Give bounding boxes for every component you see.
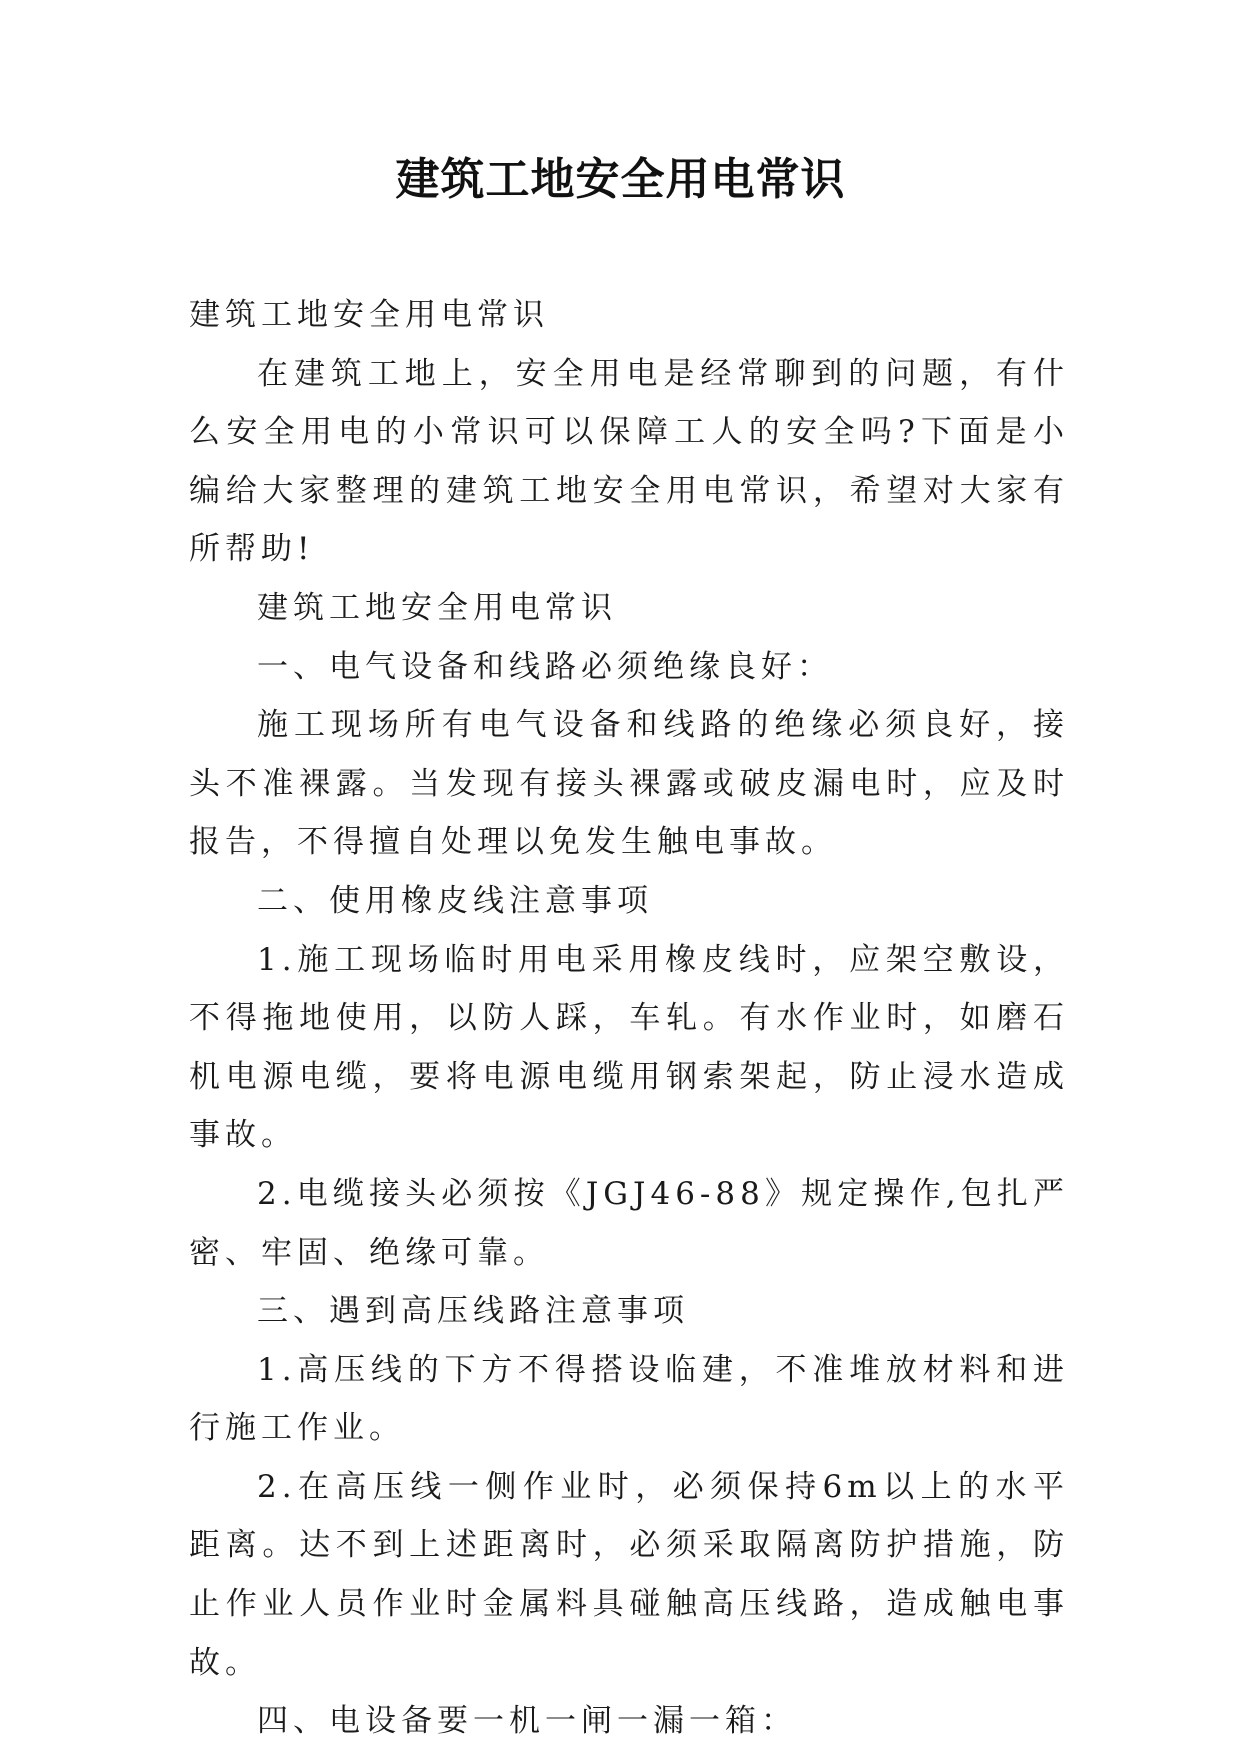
paragraph-intro: 在建筑工地上，安全用电是经常聊到的问题，有什么安全用电的小常识可以保障工人的安全吗?下面是小编给大家整理的建筑工地安全用电常识，希望对大家有所帮助!: [189, 355, 1069, 568]
section-heading-2: 二、使用橡皮线注意事项: [257, 882, 653, 919]
section-heading-1: 一、电气设备和线路必须绝缘良好：: [257, 648, 833, 685]
paragraph: 1.施工现场临时用电采用橡皮线时，应架空敷设，不得拖地使用，以防人踩，车轧。有水作业时，如磨石机电源电缆，要将电源电缆用钢索架起，防止浸水造成事故。: [189, 941, 1069, 1154]
document-title: 建筑工地安全用电常识: [395, 154, 846, 205]
paragraph: 2.在高压线一侧作业时，必须保持6m以上的水平距离。达不到上述距离时，必须采取隔离防护措施，防止作业人员作业时金属料具碰触高压线路，造成触电事故。: [189, 1468, 1069, 1681]
paragraph: 2.电缆接头必须按《JGJ46-88》规定操作,包扎严密、牢固、绝缘可靠。: [189, 1175, 1069, 1271]
document-body: [189, 286, 1069, 1751]
paragraph: 施工现场所有电气设备和线路的绝缘必须良好，接头不准裸露。当发现有接头裸露或破皮漏电时，应及时报告，不得擅自处理以免发生触电事故。: [189, 707, 1069, 861]
section-heading-3: 三、遇到高压线路注意事项: [257, 1293, 689, 1330]
paragraph-subtitle: 建筑工地安全用电常识: [189, 297, 549, 333]
paragraph: 1.高压线的下方不得搭设临建，不准堆放材料和进行施工作业。: [189, 1351, 1069, 1447]
section-heading-4: 四、电设备要一机一闸一漏一箱：: [257, 1703, 797, 1740]
paragraph-heading: 建筑工地安全用电常识: [257, 589, 617, 626]
